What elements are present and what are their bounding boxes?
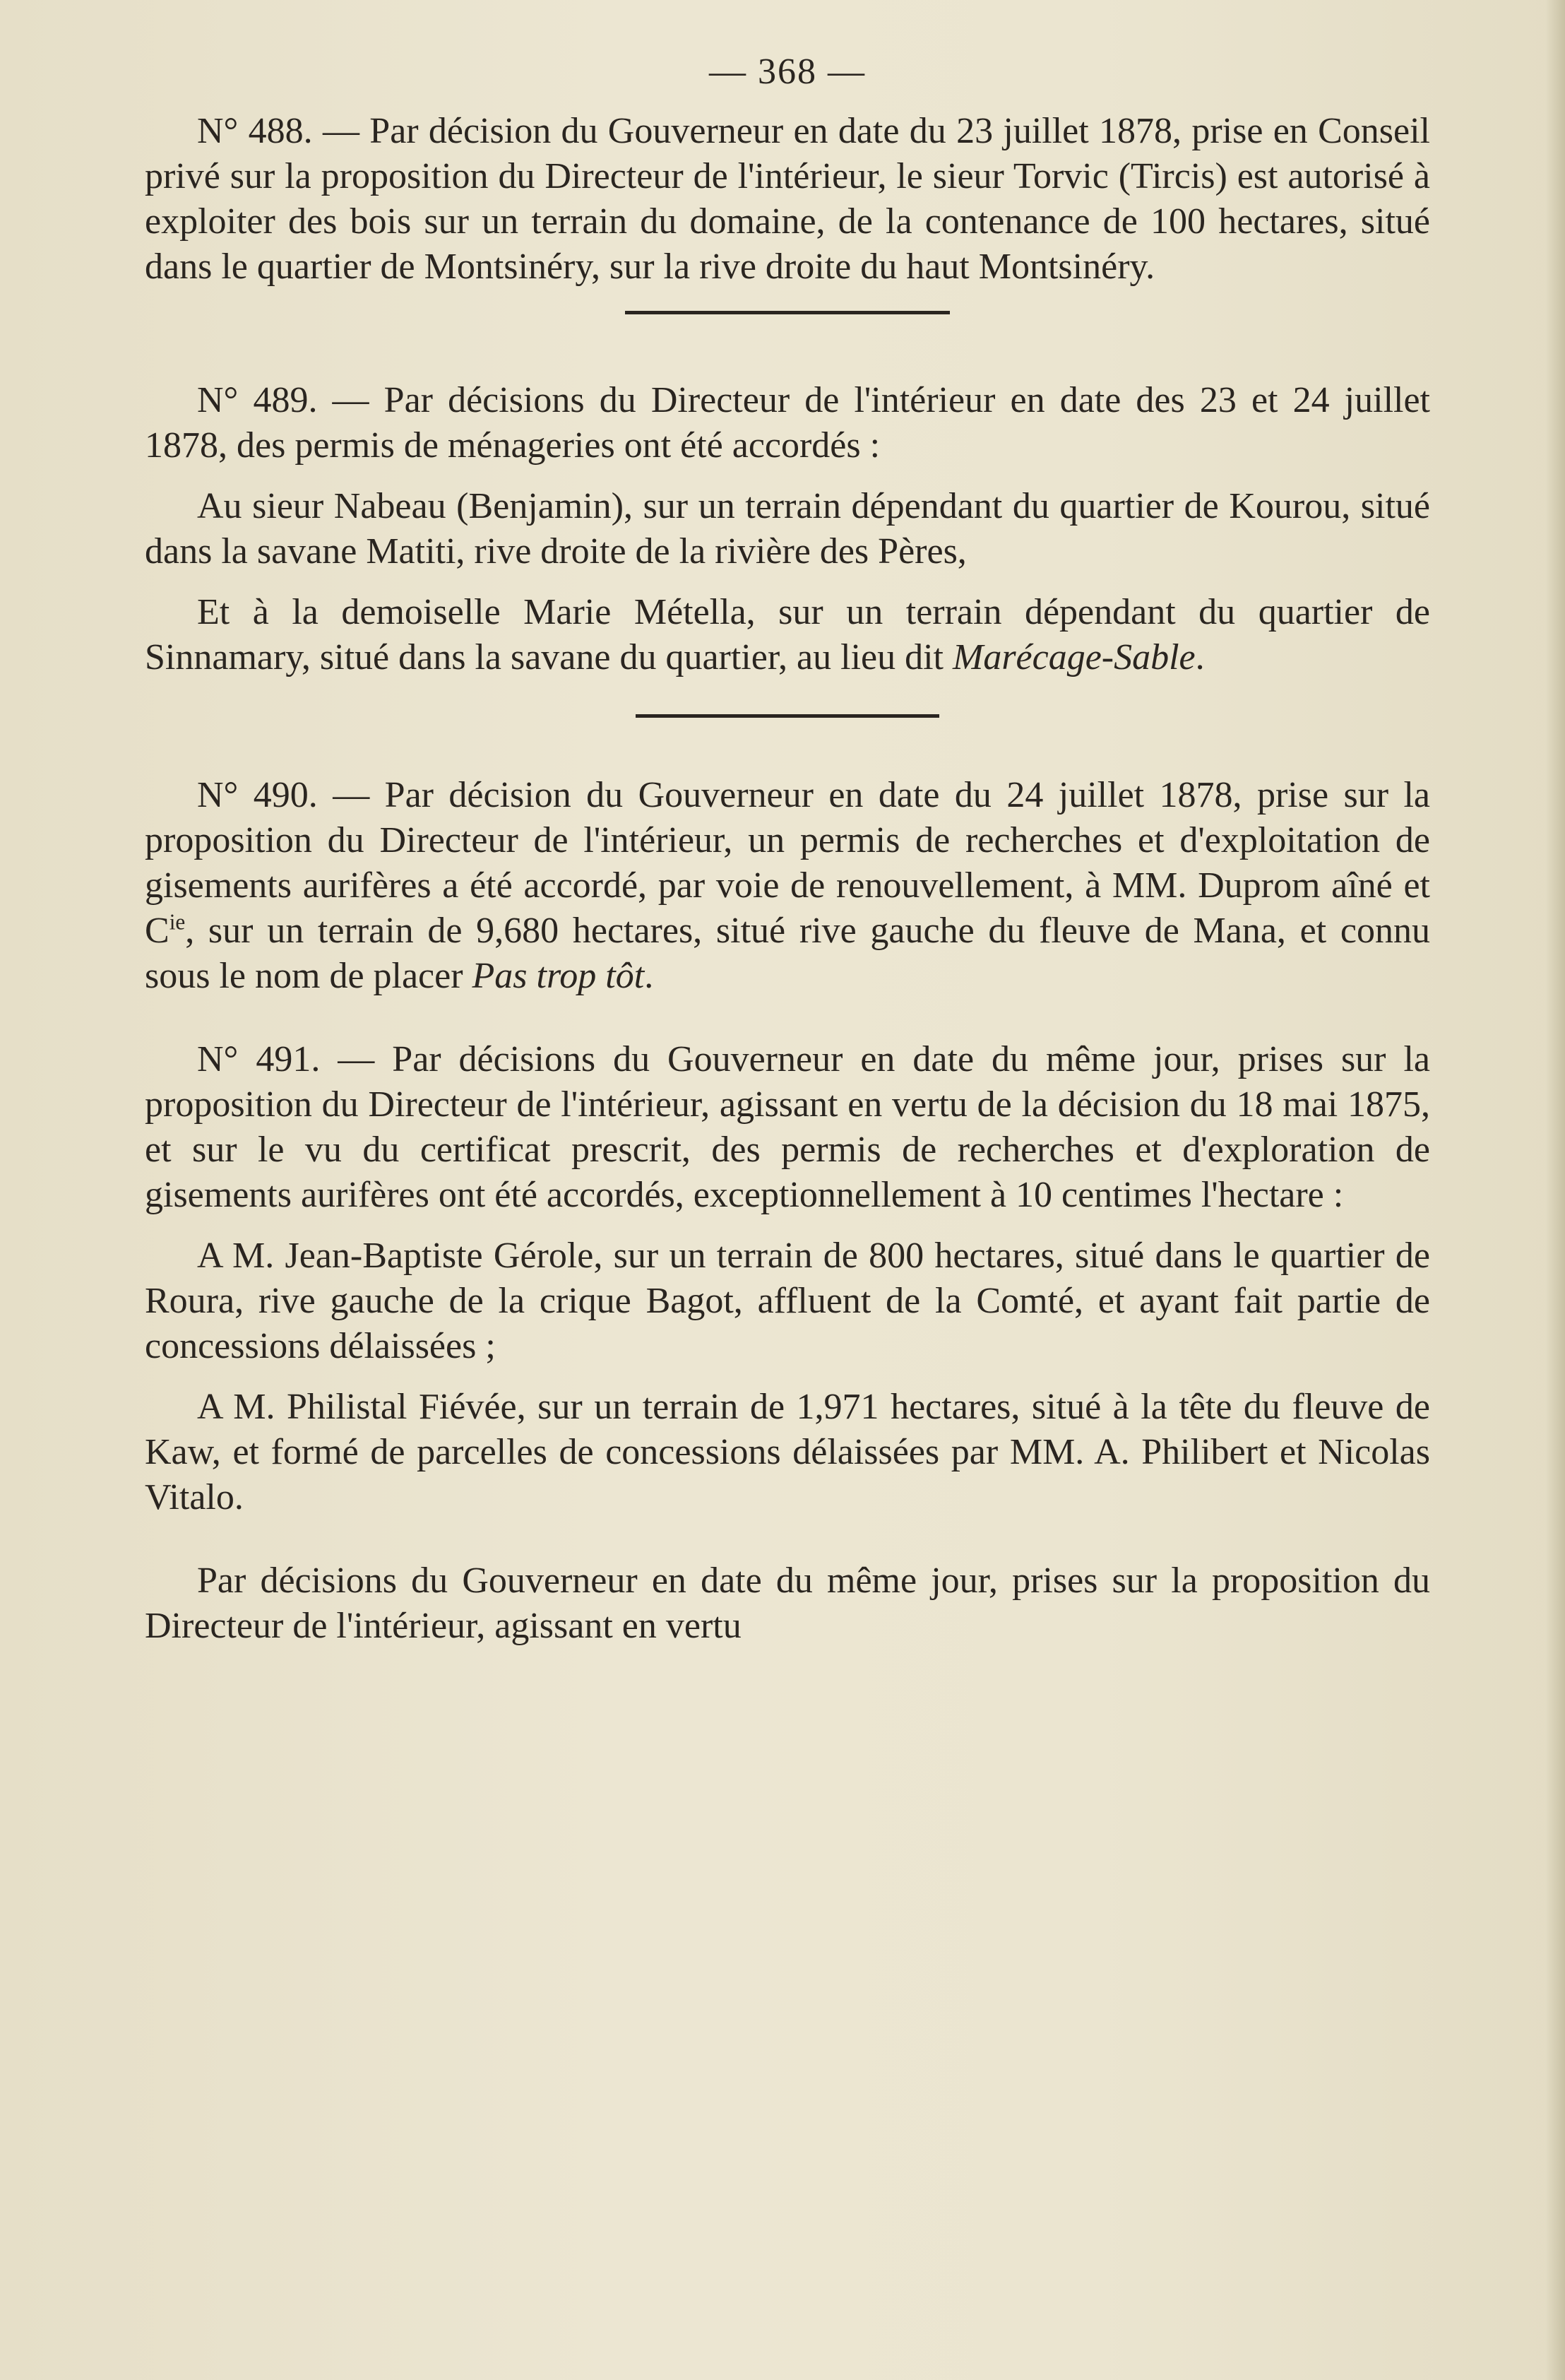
placer-name: Pas trop tôt [472,956,645,996]
spacer [145,1530,1430,1558]
entry-489-item-nabeau: Au sieur Nabeau (Benjamin), sur un terrain dépendant du quartier de Kourou, situé dans la savane Matiti, rive droite de la rivière des Pères, [145,486,1430,572]
entry-491-intro: N° 491. — Par décisions du Gouverneur en date du même jour, prises sur la proposition du Directeur de l'intérieur, agissant en vertu de la décision du 18 mai 1875, et sur le vu du certificat prescrit, des permis de recherches et d'exploration de gisements aurifères ont été accordés, exceptionnellement à 10 centimes l'hectare : [145,1039,1430,1215]
page-edge-shadow [1545,0,1565,2380]
spacer [145,1009,1430,1037]
entry-491-item-fievee: A M. Philistal Fiévée, sur un terrain de 1,971 hectares, situé à la tête du fleuve de Kaw, et formé de parcelles de concessions délaissées par MM. A. Philibert et Nicolas Vitalo. [145,1387,1430,1517]
section-divider [625,311,950,314]
page-text-block [145,49,1430,1659]
entry-488: N° 488. — Par décision du Gouverneur en date du 23 juillet 1878, prise en Conseil privé sur la proposition du Directeur de l'intérieur, le sieur Torvic (Tircis) est autorisé à exploiter des bois sur un terrain du domaine, de la contenance de 100 hectares, situé dans le quartier de Montsinéry, sur la rive droite du haut Montsinéry. [145,111,1430,287]
section-divider [636,714,939,718]
entry-489-item-metella-text: Et à la demoiselle Marie Métella, sur un terrain dépendant du quartier de Sinnamary, situé dans la savane du quartier, au lieu dit [145,592,1430,677]
entry-490-end: . [644,956,654,996]
entry-490 [145,773,1430,999]
entry-490-text-b: , sur un terrain de 9,680 hectares, situé rive gauche du fleuve de Mana, et connu sous le nom de placer [145,911,1430,996]
entry-490-sup: ie [169,909,186,935]
page-number: — 368 — [709,52,866,92]
entry-489-item-metella-end: . [1195,637,1205,677]
entry-491-item-gerole: A M. Jean-Baptiste Gérole, sur un terrain de 800 hectares, situé dans le quartier de Roura, rive gauche de la crique Bagot, affluent de la Comté, et ayant fait partie de concessions délaissées ; [145,1236,1430,1366]
final-paragraph: Par décisions du Gouverneur en date du même jour, prises sur la proposition du Directeur de l'intérieur, agissant en vertu [145,1561,1430,1646]
entry-490-text-a: N° 490. — Par décision du Gouverneur en date du 24 juillet 1878, prise sur la proposition du Directeur de l'intérieur, un permis de recherches et d'exploitation de gisements aurifères a été accordé, par voie de renouvellement, à MM. Duprom aîné et C [145,775,1430,951]
entry-489-intro: N° 489. — Par décisions du Directeur de l'intérieur en date des 23 et 24 juillet 1878, des permis de ménageries ont été accordés : [145,380,1430,466]
place-name-marecage-sable: Marécage-Sable [953,637,1196,677]
entry-489-item-metella [145,590,1430,680]
